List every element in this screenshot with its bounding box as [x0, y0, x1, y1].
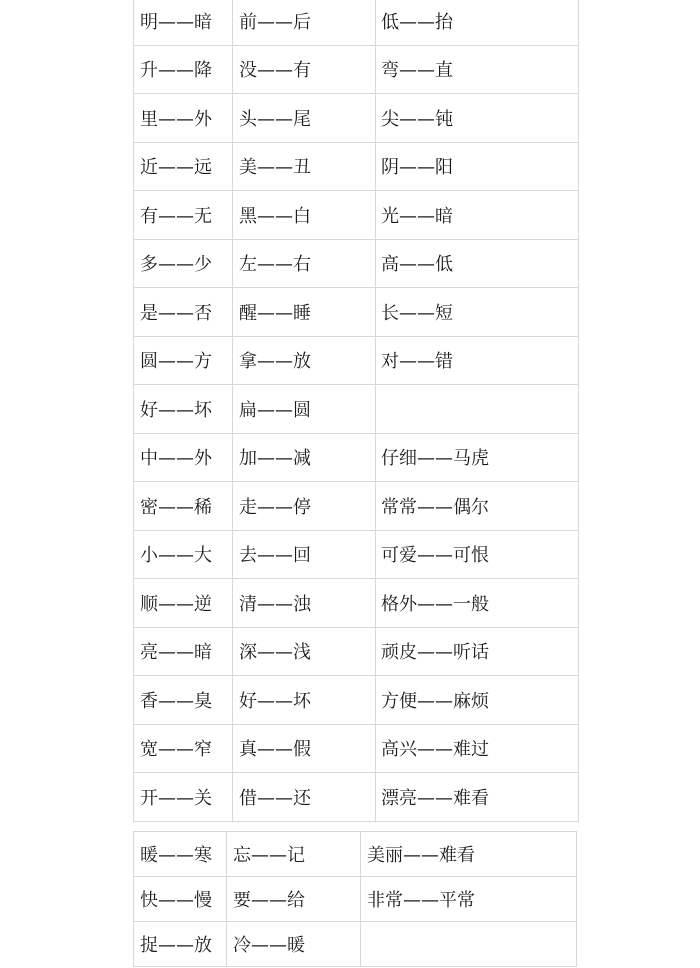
table-row — [134, 288, 579, 337]
antonym-pair-cell: 黑——白 — [233, 191, 376, 240]
antonym-pair-cell: 高——低 — [376, 239, 579, 288]
antonym-table-continued-body — [134, 832, 577, 967]
antonym-pair-cell: 要——给 — [227, 877, 361, 922]
antonym-pair-cell: 常常——偶尔 — [376, 482, 579, 531]
antonym-pair-cell: 快——慢 — [134, 877, 227, 922]
antonym-pair-cell: 拿——放 — [233, 336, 376, 385]
antonym-pair-cell: 清——浊 — [233, 579, 376, 628]
antonym-pair-cell: 醒——睡 — [233, 288, 376, 337]
antonym-pair-cell: 美——丑 — [233, 142, 376, 191]
antonym-pair-cell: 尖——钝 — [376, 94, 579, 143]
antonym-pair-cell: 近——远 — [134, 142, 233, 191]
antonym-pair-cell: 开——关 — [134, 773, 233, 822]
antonym-pair-cell: 非常——平常 — [361, 877, 577, 922]
antonym-pair-cell: 头——尾 — [233, 94, 376, 143]
antonym-table-main-body — [134, 0, 579, 821]
antonym-pair-cell: 顺——逆 — [134, 579, 233, 628]
table-row — [134, 239, 579, 288]
antonym-pair-cell: 圆——方 — [134, 336, 233, 385]
antonym-pair-cell: 借——还 — [233, 773, 376, 822]
table-row — [134, 922, 577, 967]
table-row — [134, 433, 579, 482]
antonym-pair-cell: 前——后 — [233, 0, 376, 45]
antonym-pair-cell: 仔细——马虎 — [376, 433, 579, 482]
table-row — [134, 94, 579, 143]
antonym-pair-cell: 深——浅 — [233, 627, 376, 676]
antonym-pair-cell: 好——坏 — [134, 385, 233, 434]
antonym-pair-cell: 没——有 — [233, 45, 376, 94]
table-row — [134, 45, 579, 94]
antonym-pair-cell: 好——坏 — [233, 676, 376, 725]
antonym-table-main — [133, 0, 579, 822]
table-row — [134, 336, 579, 385]
table-row — [134, 627, 579, 676]
antonym-pair-cell: 小——大 — [134, 530, 233, 579]
antonym-pair-cell: 长——短 — [376, 288, 579, 337]
antonym-pair-cell: 是——否 — [134, 288, 233, 337]
table-row — [134, 877, 577, 922]
antonym-pair-cell: 真——假 — [233, 724, 376, 773]
antonym-pair-cell: 多——少 — [134, 239, 233, 288]
antonym-pair-cell: 弯——直 — [376, 45, 579, 94]
antonym-pair-cell: 光——暗 — [376, 191, 579, 240]
antonym-pair-cell: 去——回 — [233, 530, 376, 579]
antonym-pair-cell: 宽——窄 — [134, 724, 233, 773]
antonym-pair-cell: 低——抬 — [376, 0, 579, 45]
antonym-pair-cell: 阴——阳 — [376, 142, 579, 191]
antonym-pair-cell: 密——稀 — [134, 482, 233, 531]
table-row — [134, 0, 579, 45]
antonym-pair-cell: 左——右 — [233, 239, 376, 288]
antonym-pair-cell — [361, 922, 577, 967]
antonym-pair-cell: 漂亮——难看 — [376, 773, 579, 822]
antonym-pair-cell: 忘——记 — [227, 832, 361, 877]
table-row — [134, 724, 579, 773]
antonym-pair-cell — [376, 385, 579, 434]
antonym-pair-cell: 走——停 — [233, 482, 376, 531]
antonym-pair-cell: 扁——圆 — [233, 385, 376, 434]
antonym-pair-cell: 捉——放 — [134, 922, 227, 967]
table-row — [134, 530, 579, 579]
table-row — [134, 773, 579, 822]
antonym-pair-cell: 加——减 — [233, 433, 376, 482]
antonym-pair-cell: 高兴——难过 — [376, 724, 579, 773]
table-row — [134, 385, 579, 434]
antonym-pair-cell: 可爱——可恨 — [376, 530, 579, 579]
antonym-pair-cell: 亮——暗 — [134, 627, 233, 676]
table-row — [134, 676, 579, 725]
antonym-pair-cell: 有——无 — [134, 191, 233, 240]
table-row — [134, 142, 579, 191]
table-row — [134, 579, 579, 628]
table-row — [134, 832, 577, 877]
table-row — [134, 482, 579, 531]
antonym-pair-cell: 美丽——难看 — [361, 832, 577, 877]
antonym-table-continued — [133, 831, 577, 967]
antonym-pair-cell: 对——错 — [376, 336, 579, 385]
antonym-pair-cell: 香——臭 — [134, 676, 233, 725]
antonym-pair-cell: 升——降 — [134, 45, 233, 94]
antonym-pair-cell: 顽皮——听话 — [376, 627, 579, 676]
antonym-pair-cell: 中——外 — [134, 433, 233, 482]
antonym-pair-cell: 明——暗 — [134, 0, 233, 45]
antonym-pair-cell: 暖——寒 — [134, 832, 227, 877]
table-row — [134, 191, 579, 240]
antonym-pair-cell: 里——外 — [134, 94, 233, 143]
antonym-pair-cell: 冷——暖 — [227, 922, 361, 967]
antonym-pair-cell: 格外——一般 — [376, 579, 579, 628]
antonym-pair-cell: 方便——麻烦 — [376, 676, 579, 725]
